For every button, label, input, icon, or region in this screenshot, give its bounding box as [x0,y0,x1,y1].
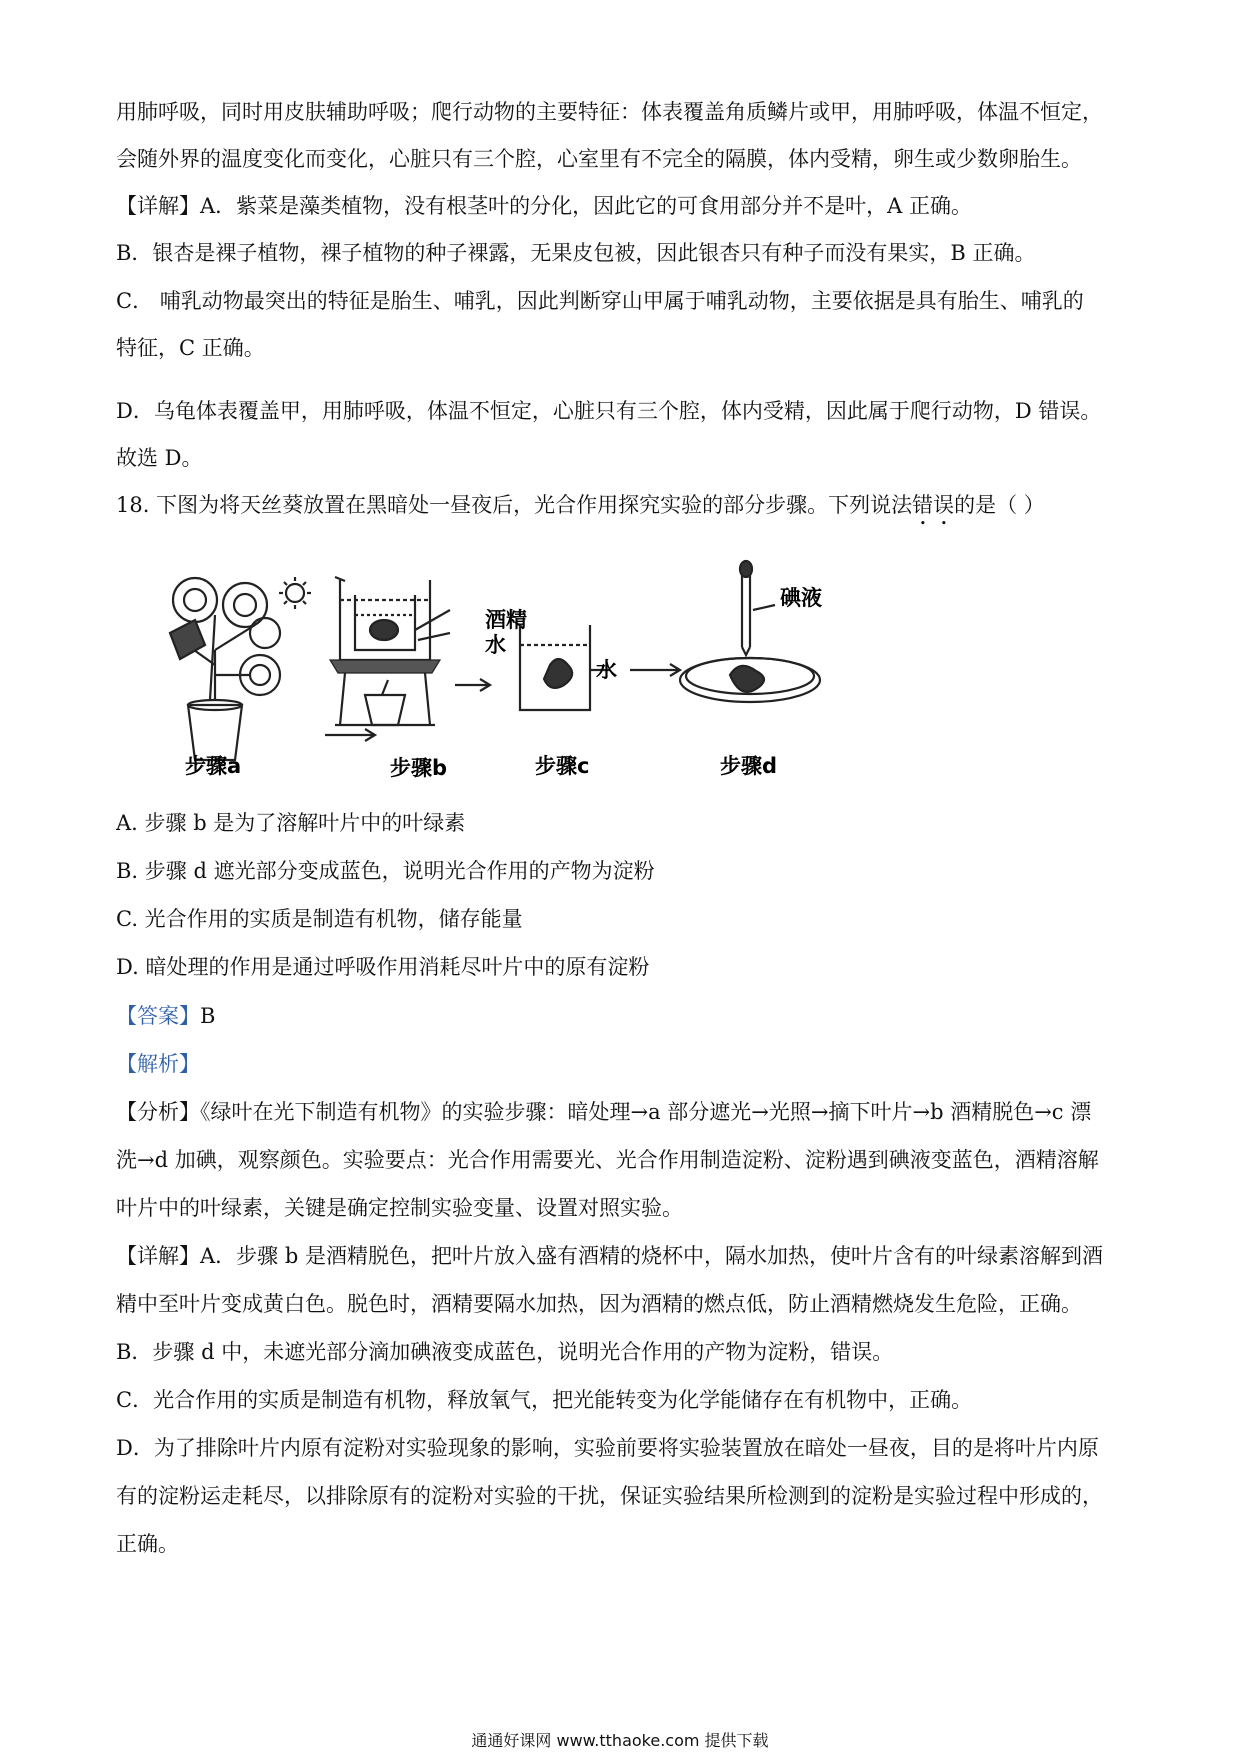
answer-label: 【答案】 [116,1004,200,1028]
paragraph-line: D．乌龟体表覆盖甲，用肺呼吸，体温不恒定，心脏只有三个腔，体内受精，因此属于爬行动物，D 错误。 [116,399,1102,423]
analysis-line: 【分析】《绿叶在光下制造有机物》的实验步骤：暗处理→a 部分遮光→光照→摘下叶片→b 酒精脱色→c 漂 [116,1100,1092,1124]
question-stem-text: 18. 下图为将天丝葵放置在黑暗处一昼夜后，光合作用探究实验的部分步骤。下列说法 [116,493,913,517]
option-d: D. 暗处理的作用是通过呼吸作用消耗尽叶片中的原有淀粉 [116,955,650,979]
question-emphasis: 错误 [912,493,955,517]
arrow-icon [630,664,680,676]
analysis-line: 正确。 [116,1532,179,1556]
analysis-line: 叶片中的叶绿素，关键是确定控制实验变量、设置对照实验。 [116,1196,683,1220]
question-stem [116,490,1130,530]
paragraph-line: 用肺呼吸，同时用皮肤辅助呼吸；爬行动物的主要特征：体表覆盖角质鳞片或甲，用肺呼吸，体温不恒定， [116,100,1103,124]
potted-plant-illustration [170,578,280,760]
water-bath-illustration [330,577,450,725]
experiment-figure [150,555,900,785]
step-label: 步骤b [390,756,448,780]
arrow-icon [325,729,375,741]
answer-value: B [200,1004,216,1028]
answer-line [116,1001,1130,1031]
step-label: 步骤c [535,754,590,778]
option-b: B. 步骤 d 遮光部分变成蓝色，说明光合作用的产物为淀粉 [116,859,655,883]
analysis-line: 精中至叶片变成黄白色。脱色时，酒精要隔水加热，因为酒精的燃点低，防止酒精燃烧发生危险，正确。 [116,1292,1082,1316]
option-c: C. 光合作用的实质是制造有机物，储存能量 [116,907,523,931]
analysis-line: B．步骤 d 中，未遮光部分滴加碘液变成蓝色，说明光合作用的产物为淀粉，错误。 [116,1340,894,1364]
analysis-line: 【详解】A．步骤 b 是酒精脱色，把叶片放入盛有酒精的烧杯中，隔水加热，使叶片含有的叶绿素溶解到酒 [116,1244,1103,1268]
arrow-icon [455,679,490,691]
step-label: 步骤d [720,754,778,778]
petri-dish-illustration [680,561,820,702]
option-a: A. 步骤 b 是为了溶解叶片中的叶绿素 [116,811,466,835]
sun-icon [279,577,311,609]
paragraph-line: C． 哺乳动物最突出的特征是胎生、哺乳，因此判断穿山甲属于哺乳动物，主要依据是具有胎生、哺乳的 [116,289,1084,313]
paragraph-line: B．银杏是裸子植物，裸子植物的种子裸露，无果皮包被，因此银杏只有种子而没有果实，B 正确。 [116,241,1036,265]
page-footer: 通通好课网 www.tthaoke.com 提供下载 [471,1731,769,1750]
water-label: 水 [596,658,617,682]
analysis-line: D．为了排除叶片内原有淀粉对实验现象的影响，实验前要将实验装置放在暗处一昼夜，目的是将叶片内原 [116,1436,1099,1460]
iodine-label: 碘液 [780,586,822,610]
paragraph-line: 特征，C 正确。 [116,336,265,360]
paragraph-line: 【详解】A．紫菜是藻类植物，没有根茎叶的分化，因此它的可食用部分并不是叶，A 正确。 [116,194,973,218]
alcohol-label: 酒精 [485,608,527,632]
water-label: 水 [485,633,506,657]
analysis-line: 有的淀粉运走耗尽，以排除原有的淀粉对实验的干扰，保证实验结果所检测到的淀粉是实验过程中形成的， [116,1484,1103,1508]
analysis-line: C．光合作用的实质是制造有机物，释放氧气，把光能转变为化学能储存在有机物中，正确。 [116,1388,973,1412]
paragraph-line: 故选 D。 [116,446,203,470]
analysis-label: 【解析】 [116,1052,200,1076]
paragraph-line: 会随外界的温度变化而变化，心脏只有三个腔，心室里有不完全的隔膜，体内受精，卵生或少数卵胎生。 [116,147,1082,171]
analysis-line: 洗→d 加碘，观察颜色。实验要点：光合作用需要光、光合作用制造淀粉、淀粉遇到碘液变蓝色，酒精溶解 [116,1148,1099,1172]
question-stem-end: 的是（ ） [954,493,1045,517]
step-label: 步骤a [185,754,242,778]
